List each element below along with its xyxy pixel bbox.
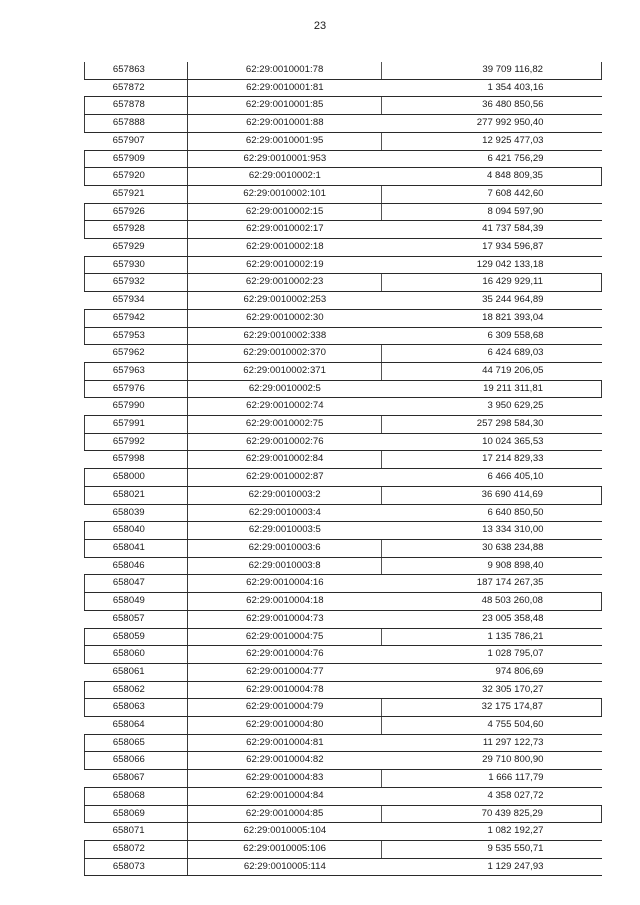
table-row: [85, 734, 602, 752]
cadastral-number-cell: 62:29:0010002:15: [187, 203, 382, 221]
cadastral-value-cell: 18 821 393,04: [382, 309, 602, 327]
table-row: [85, 203, 602, 221]
row-id-cell: 658039: [85, 504, 188, 522]
cadastral-value-cell: 70 439 825,29: [382, 805, 602, 823]
row-id-cell: 658062: [85, 681, 188, 699]
cadastral-value-cell: 4 848 809,35: [382, 168, 602, 186]
table-row: [85, 610, 602, 628]
row-id-cell: 658066: [85, 752, 188, 770]
table-row: [85, 380, 602, 398]
cadastral-value-cell: 1 666 117,79: [382, 770, 602, 788]
row-id-cell: 658057: [85, 610, 188, 628]
table-row: [85, 646, 602, 664]
cadastral-value-cell: 19 211 311,81: [382, 380, 602, 398]
table-body: [85, 62, 602, 876]
cadastral-number-cell: 62:29:0010005:114: [187, 858, 382, 876]
cadastral-number-cell: 62:29:0010002:76: [187, 433, 382, 451]
table-row: [85, 504, 602, 522]
table-row: [85, 185, 602, 203]
cadastral-number-cell: 62:29:0010004:81: [187, 734, 382, 752]
cadastral-value-cell: 257 298 584,30: [382, 416, 602, 434]
row-id-cell: 657963: [85, 362, 188, 380]
row-id-cell: 658049: [85, 593, 188, 611]
cadastral-number-cell: 62:29:0010004:85: [187, 805, 382, 823]
row-id-cell: 657953: [85, 327, 188, 345]
cadastral-value-cell: 16 429 929,11: [382, 274, 602, 292]
cadastral-number-cell: 62:29:0010003:4: [187, 504, 382, 522]
cadastral-value-cell: 36 480 850,56: [382, 97, 602, 115]
table-row: [85, 628, 602, 646]
cadastral-number-cell: 62:29:0010001:95: [187, 132, 382, 150]
cadastral-value-cell: 29 710 800,90: [382, 752, 602, 770]
table-row: [85, 398, 602, 416]
cadastral-number-cell: 62:29:0010002:23: [187, 274, 382, 292]
cadastral-number-cell: 62:29:0010005:104: [187, 823, 382, 841]
row-id-cell: 658064: [85, 717, 188, 735]
cadastral-value-cell: 7 608 442,60: [382, 185, 602, 203]
cadastral-value-cell: 4 358 027,72: [382, 787, 602, 805]
cadastral-value-cell: 35 244 964,89: [382, 292, 602, 310]
table-row: [85, 62, 602, 79]
cadastral-number-cell: 62:29:0010004:79: [187, 699, 382, 717]
cadastral-value-cell: 32 305 170,27: [382, 681, 602, 699]
page-number: 23: [313, 20, 327, 32]
table-row: [85, 362, 602, 380]
table-row: [85, 858, 602, 876]
table-row: [85, 292, 602, 310]
cadastral-value-cell: 6 466 405,10: [382, 469, 602, 487]
row-id-cell: 658046: [85, 557, 188, 575]
cadastral-number-cell: 62:29:0010002:17: [187, 221, 382, 239]
table-row: [85, 787, 602, 805]
cadastral-number-cell: 62:29:0010002:74: [187, 398, 382, 416]
cadastral-value-cell: 17 214 829,33: [382, 451, 602, 469]
row-id-cell: 657998: [85, 451, 188, 469]
cadastral-number-cell: 62:29:0010001:85: [187, 97, 382, 115]
table-row: [85, 575, 602, 593]
table-row: [85, 274, 602, 292]
table-row: [85, 593, 602, 611]
cadastral-number-cell: 62:29:0010003:5: [187, 522, 382, 540]
table-row: [85, 115, 602, 133]
cadastral-number-cell: 62:29:0010002:30: [187, 309, 382, 327]
cadastral-value-cell: 32 175 174,87: [382, 699, 602, 717]
cadastral-number-cell: 62:29:0010002:371: [187, 362, 382, 380]
cadastral-number-cell: 62:29:0010003:6: [187, 539, 382, 557]
table-row: [85, 770, 602, 788]
row-id-cell: 658000: [85, 469, 188, 487]
row-id-cell: 657921: [85, 185, 188, 203]
cadastral-number-cell: 62:29:0010004:80: [187, 717, 382, 735]
row-id-cell: 658067: [85, 770, 188, 788]
cadastral-value-cell: 48 503 260,08: [382, 593, 602, 611]
table-row: [85, 522, 602, 540]
cadastral-number-cell: 62:29:0010001:81: [187, 79, 382, 97]
cadastral-number-cell: 62:29:0010004:82: [187, 752, 382, 770]
cadastral-value-cell: 11 297 122,73: [382, 734, 602, 752]
cadastral-value-cell: 6 421 756,29: [382, 150, 602, 168]
row-id-cell: 657878: [85, 97, 188, 115]
cadastral-value-cell: 9 908 898,40: [382, 557, 602, 575]
cadastral-number-cell: 62:29:0010002:18: [187, 239, 382, 257]
table-row: [85, 256, 602, 274]
table-row: [85, 309, 602, 327]
table-row: [85, 663, 602, 681]
table-row: [85, 433, 602, 451]
row-id-cell: 658059: [85, 628, 188, 646]
cadastral-value-cell: 9 535 550,71: [382, 840, 602, 858]
table-row: [85, 681, 602, 699]
row-id-cell: 657907: [85, 132, 188, 150]
cadastral-value-cell: 39 709 116,82: [382, 62, 602, 79]
cadastral-value-cell: 23 005 358,48: [382, 610, 602, 628]
row-id-cell: 658021: [85, 486, 188, 504]
row-id-cell: 658061: [85, 663, 188, 681]
cadastral-number-cell: 62:29:0010002:75: [187, 416, 382, 434]
cadastral-number-cell: 62:29:0010002:84: [187, 451, 382, 469]
row-id-cell: 657909: [85, 150, 188, 168]
row-id-cell: 657872: [85, 79, 188, 97]
cadastral-number-cell: 62:29:0010002:1: [187, 168, 382, 186]
table-row: [85, 557, 602, 575]
table-row: [85, 97, 602, 115]
row-id-cell: 658040: [85, 522, 188, 540]
row-id-cell: 658060: [85, 646, 188, 664]
cadastral-number-cell: 62:29:0010002:253: [187, 292, 382, 310]
table-row: [85, 699, 602, 717]
cadastral-number-cell: 62:29:0010002:19: [187, 256, 382, 274]
cadastral-value-cell: 187 174 267,35: [382, 575, 602, 593]
cadastral-number-cell: 62:29:0010004:77: [187, 663, 382, 681]
table-row: [85, 451, 602, 469]
cadastral-number-cell: 62:29:0010002:87: [187, 469, 382, 487]
table-row: [85, 345, 602, 363]
row-id-cell: 658073: [85, 858, 188, 876]
cadastral-number-cell: 62:29:0010001:78: [187, 62, 382, 79]
row-id-cell: 657942: [85, 309, 188, 327]
row-id-cell: 657962: [85, 345, 188, 363]
cadastral-value-cell: 17 934 596,87: [382, 239, 602, 257]
cadastral-number-cell: 62:29:0010001:953: [187, 150, 382, 168]
table-row: [85, 469, 602, 487]
row-id-cell: 657928: [85, 221, 188, 239]
cadastral-value-cell: 44 719 206,05: [382, 362, 602, 380]
cadastral-number-cell: 62:29:0010005:106: [187, 840, 382, 858]
row-id-cell: 658063: [85, 699, 188, 717]
cadastral-number-cell: 62:29:0010002:370: [187, 345, 382, 363]
table-row: [85, 168, 602, 186]
cadastral-value-cell: 1 129 247,93: [382, 858, 602, 876]
cadastral-number-cell: 62:29:0010004:83: [187, 770, 382, 788]
table-row: [85, 221, 602, 239]
cadastral-value-cell: 36 690 414,69: [382, 486, 602, 504]
cadastral-number-cell: 62:29:0010004:75: [187, 628, 382, 646]
table-row: [85, 717, 602, 735]
row-id-cell: 657934: [85, 292, 188, 310]
cadastral-number-cell: 62:29:0010004:76: [187, 646, 382, 664]
cadastral-value-cell: 4 755 504,60: [382, 717, 602, 735]
table-row: [85, 805, 602, 823]
cadastral-number-cell: 62:29:0010004:18: [187, 593, 382, 611]
cadastral-number-cell: 62:29:0010004:78: [187, 681, 382, 699]
cadastral-number-cell: 62:29:0010002:338: [187, 327, 382, 345]
row-id-cell: 657976: [85, 380, 188, 398]
cadastral-value-cell: 8 094 597,90: [382, 203, 602, 221]
cadastral-value-cell: 6 309 558,68: [382, 327, 602, 345]
cadastral-value-cell: 10 024 365,53: [382, 433, 602, 451]
cadastral-value-cell: 12 925 477,03: [382, 132, 602, 150]
cadastral-number-cell: 62:29:0010004:84: [187, 787, 382, 805]
cadastral-number-cell: 62:29:0010002:101: [187, 185, 382, 203]
cadastral-value-cell: 6 424 689,03: [382, 345, 602, 363]
table-row: [85, 150, 602, 168]
cadastral-value-cell: 974 806,69: [382, 663, 602, 681]
table-row: [85, 132, 602, 150]
row-id-cell: 657992: [85, 433, 188, 451]
row-id-cell: 657863: [85, 62, 188, 79]
table-row: [85, 416, 602, 434]
table-row: [85, 823, 602, 841]
cadastral-value-cell: 1 354 403,16: [382, 79, 602, 97]
cadastral-value-cell: 41 737 584,39: [382, 221, 602, 239]
cadastral-value-cell: 30 638 234,88: [382, 539, 602, 557]
table-row: [85, 486, 602, 504]
table-row: [85, 327, 602, 345]
cadastral-number-cell: 62:29:0010001:88: [187, 115, 382, 133]
cadastral-number-cell: 62:29:0010003:2: [187, 486, 382, 504]
row-id-cell: 658065: [85, 734, 188, 752]
table-row: [85, 79, 602, 97]
cadastral-value-cell: 277 992 950,40: [382, 115, 602, 133]
cadastral-number-cell: 62:29:0010004:16: [187, 575, 382, 593]
row-id-cell: 658072: [85, 840, 188, 858]
cadastral-number-cell: 62:29:0010002:5: [187, 380, 382, 398]
row-id-cell: 658068: [85, 787, 188, 805]
cadastral-value-cell: 13 334 310,00: [382, 522, 602, 540]
row-id-cell: 657930: [85, 256, 188, 274]
row-id-cell: 657932: [85, 274, 188, 292]
cadastral-value-table: [84, 62, 602, 876]
row-id-cell: 657926: [85, 203, 188, 221]
table-row: [85, 539, 602, 557]
table-row: [85, 840, 602, 858]
table-row: [85, 752, 602, 770]
row-id-cell: 657990: [85, 398, 188, 416]
row-id-cell: 658069: [85, 805, 188, 823]
row-id-cell: 658047: [85, 575, 188, 593]
cadastral-number-cell: 62:29:0010004:73: [187, 610, 382, 628]
cadastral-value-cell: 1 028 795,07: [382, 646, 602, 664]
row-id-cell: 657929: [85, 239, 188, 257]
cadastral-value-cell: 1 135 786,21: [382, 628, 602, 646]
row-id-cell: 657991: [85, 416, 188, 434]
row-id-cell: 658041: [85, 539, 188, 557]
cadastral-value-cell: 3 950 629,25: [382, 398, 602, 416]
table-row: [85, 239, 602, 257]
row-id-cell: 658071: [85, 823, 188, 841]
cadastral-value-cell: 1 082 192,27: [382, 823, 602, 841]
cadastral-value-cell: 6 640 850,50: [382, 504, 602, 522]
row-id-cell: 657888: [85, 115, 188, 133]
cadastral-number-cell: 62:29:0010003:8: [187, 557, 382, 575]
row-id-cell: 657920: [85, 168, 188, 186]
cadastral-value-cell: 129 042 133,18: [382, 256, 602, 274]
